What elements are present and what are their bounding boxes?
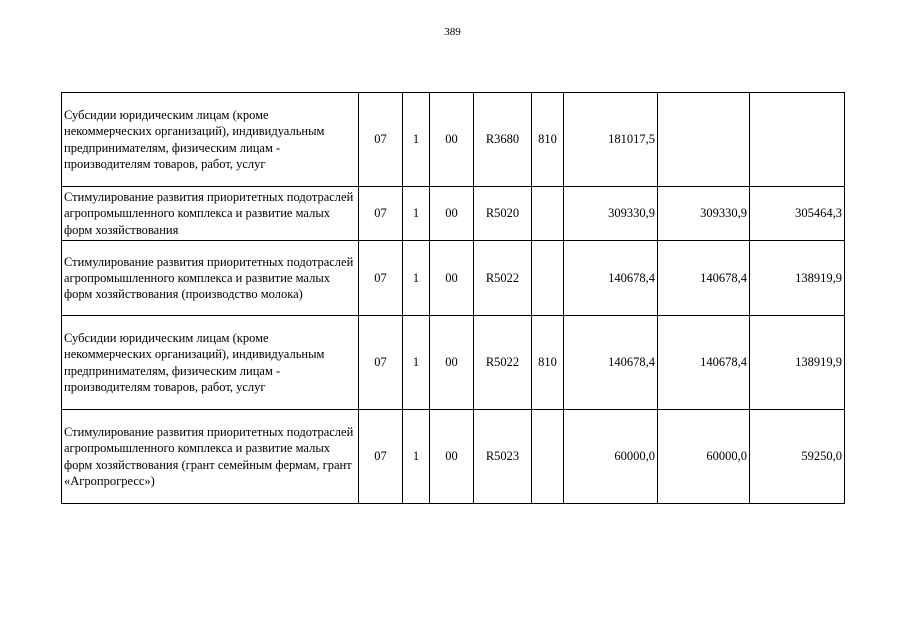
section-code: 07 [359, 316, 403, 410]
amount-2: 140678,4 [658, 316, 750, 410]
expense-type-code: 810 [532, 316, 564, 410]
row-description: Субсидии юридическим лицам (кроме некоммерческих организаций), индивидуальным предпринимателям, физическим лицам - производителям товаров, работ, услуг [62, 93, 359, 187]
subsection-code: 1 [403, 187, 430, 241]
table-row [62, 187, 845, 241]
table-row [62, 93, 845, 187]
expense-type-code [532, 241, 564, 316]
target-code: R5020 [474, 187, 532, 241]
row-description: Стимулирование развития приоритетных подотраслей агропромышленного комплекса и развитие малых форм хозяйствования (грант семейным фермам, грант «Агропрогресс») [62, 410, 359, 504]
table-row [62, 410, 845, 504]
amount-3: 138919,9 [750, 316, 845, 410]
page-number: 389 [444, 26, 461, 38]
amount-3: 138919,9 [750, 241, 845, 316]
program-code: 00 [430, 93, 474, 187]
section-code: 07 [359, 410, 403, 504]
target-code: R3680 [474, 93, 532, 187]
program-code: 00 [430, 410, 474, 504]
program-code: 00 [430, 241, 474, 316]
budget-table [61, 92, 845, 504]
expense-type-code [532, 410, 564, 504]
amount-2: 60000,0 [658, 410, 750, 504]
program-code: 00 [430, 316, 474, 410]
target-code: R5022 [474, 241, 532, 316]
section-code: 07 [359, 241, 403, 316]
section-code: 07 [359, 93, 403, 187]
amount-3: 59250,0 [750, 410, 845, 504]
expense-type-code [532, 187, 564, 241]
amount-1: 60000,0 [564, 410, 658, 504]
program-code: 00 [430, 187, 474, 241]
amount-1: 140678,4 [564, 316, 658, 410]
subsection-code: 1 [403, 93, 430, 187]
row-description: Субсидии юридическим лицам (кроме некоммерческих организаций), индивидуальным предпринимателям, физическим лицам - производителям товаров, работ, услуг [62, 316, 359, 410]
amount-3: 305464,3 [750, 187, 845, 241]
target-code: R5022 [474, 316, 532, 410]
amount-2 [658, 93, 750, 187]
subsection-code: 1 [403, 410, 430, 504]
amount-1: 140678,4 [564, 241, 658, 316]
section-code: 07 [359, 187, 403, 241]
table-row [62, 316, 845, 410]
amount-1: 181017,5 [564, 93, 658, 187]
amount-3 [750, 93, 845, 187]
amount-2: 309330,9 [658, 187, 750, 241]
table-row [62, 241, 845, 316]
target-code: R5023 [474, 410, 532, 504]
amount-2: 140678,4 [658, 241, 750, 316]
amount-1: 309330,9 [564, 187, 658, 241]
row-description: Стимулирование развития приоритетных подотраслей агропромышленного комплекса и развитие малых форм хозяйствования [62, 187, 359, 241]
subsection-code: 1 [403, 316, 430, 410]
subsection-code: 1 [403, 241, 430, 316]
expense-type-code: 810 [532, 93, 564, 187]
row-description: Стимулирование развития приоритетных подотраслей агропромышленного комплекса и развитие малых форм хозяйствования (производство молока) [62, 241, 359, 316]
